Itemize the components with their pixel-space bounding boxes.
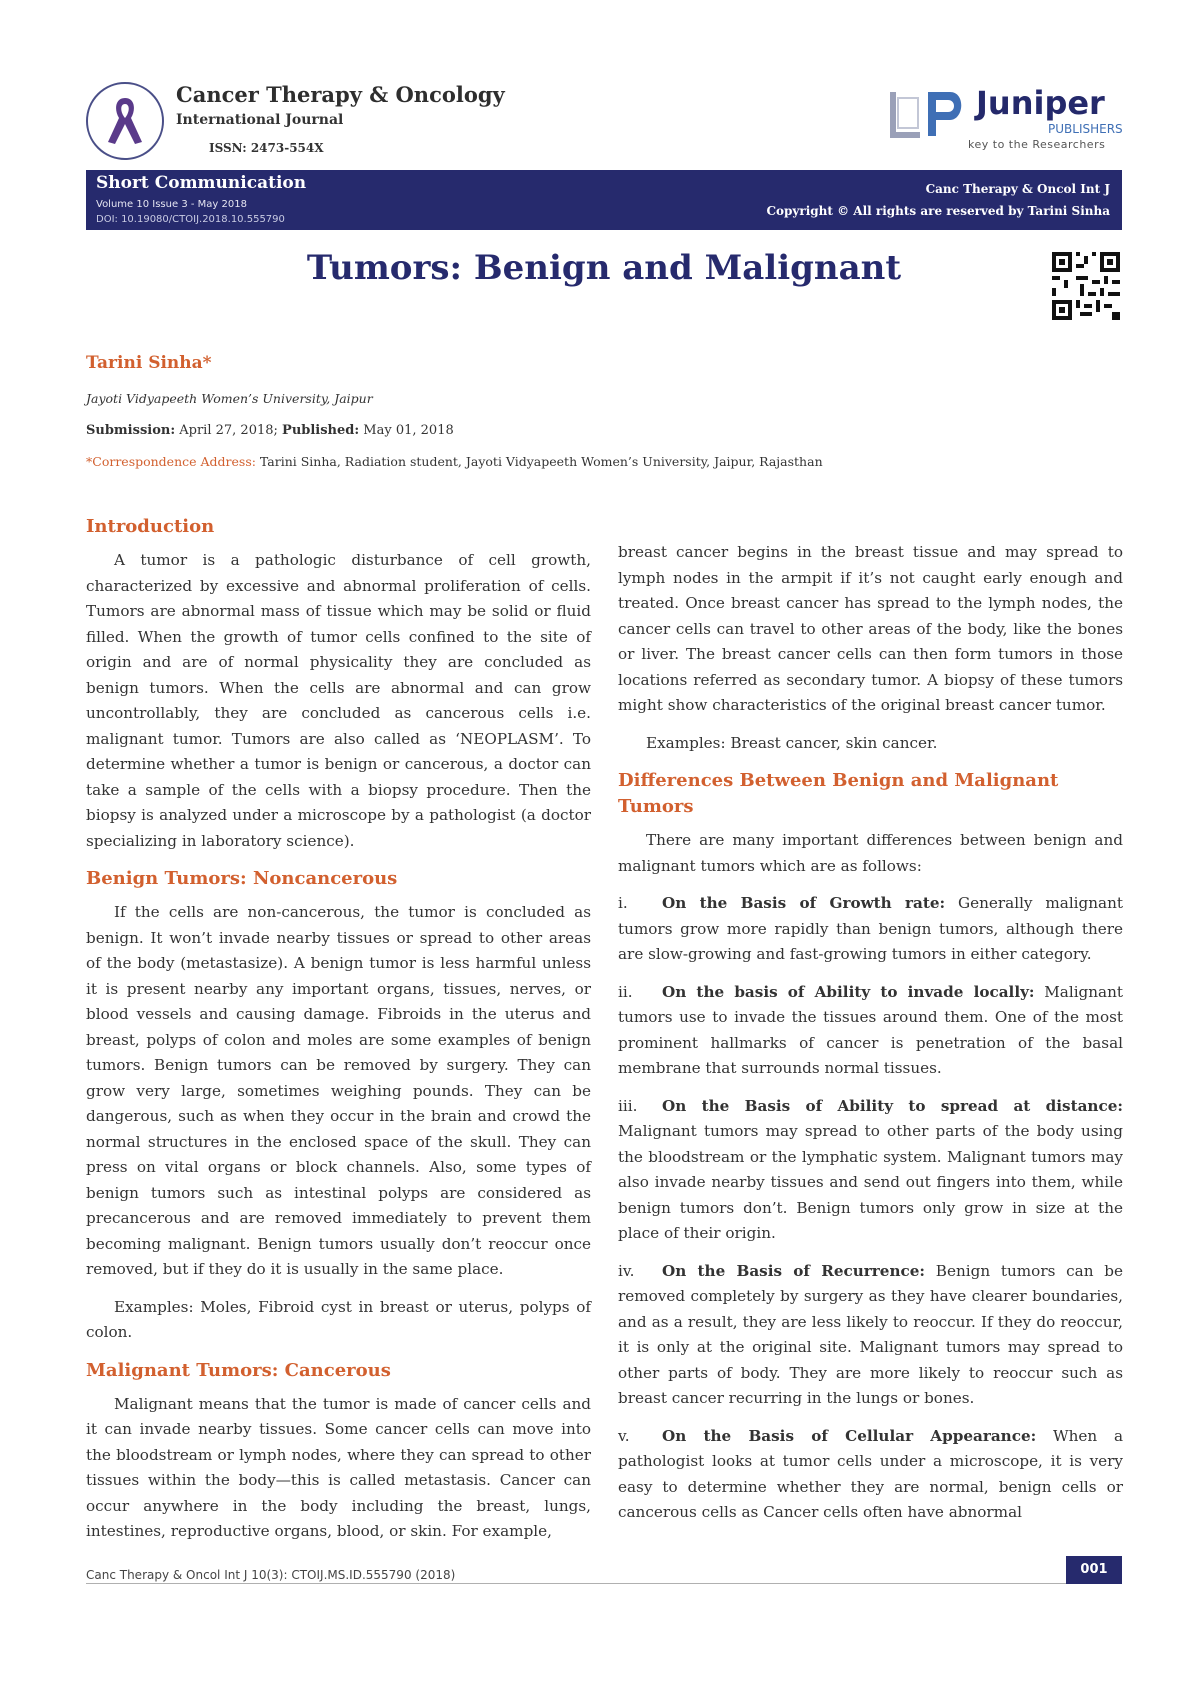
malignant-paragraph-continued: breast cancer begins in the breast tissue and may spread to lymph nodes in the armpit if it’s not caught early enough and treated. Once breast cancer has spread to the lymph nodes, the cancer cells can travel to other areas of the body, like the bones or liver. The breast cancer cells can then form tumors in those locations referred as secondary tumor. A biopsy of these tumors might show characteristics of the original breast cancer tumor. [618, 543, 1123, 714]
article-type: Short Communication [96, 173, 307, 193]
author-name: Tarini Sinha* [86, 353, 212, 373]
copyright: Copyright © All rights are reserved by Tarini Sinha [766, 204, 1110, 218]
differences-heading: Differences Between Benign and Malignant Tumors [618, 770, 1059, 817]
page-number: 001 [1066, 1556, 1122, 1584]
left-column [86, 514, 591, 1557]
malignant-paragraph: Malignant means that the tumor is made of cancer cells and it can invade nearby tissues. Some cancer cells can move into the bloodstream or lymph nodes, where they can spread to other tissues within the body—this is called metastasis. Cancer can occur anywhere in the body including the breast, lungs, intestines, reproductive organs, blood, or skin. For example, [86, 1394, 591, 1540]
article-dates [86, 423, 454, 438]
benign-examples: Examples: Moles, Fibroid cyst in breast or uterus, polyps of colon. [86, 1297, 591, 1341]
correspondence [86, 454, 823, 469]
difference-item: ii. On the basis of Ability to invade locally: Malignant tumors use to invade the tissues around them. One of the most prominent hallmarks of cancer is penetration of the basal membrane that surrounds normal tissues. [618, 982, 1123, 1077]
benign-heading: Benign Tumors: Noncancerous [86, 868, 398, 889]
issn: ISSN: 2473-554X [209, 141, 324, 155]
differences-intro: There are many important differences between benign and malignant tumors which are as follows: [618, 831, 1123, 875]
difference-item: i. On the Basis of Growth rate: Generally malignant tumors grow more rapidly than benign tumors, although there are slow-growing and fast-growing tumors in either category. [618, 894, 1123, 963]
affiliation: Jayoti Vidyapeeth Women’s University, Jaipur [86, 391, 373, 406]
publisher-name: Juniper [976, 84, 1105, 122]
submission-date: April 27, 2018; [175, 423, 283, 438]
right-column [618, 540, 1123, 1538]
correspondence-label: *Correspondence Address: [86, 454, 256, 469]
submission-label: Submission: [86, 423, 176, 438]
benign-paragraph: If the cells are non-cancerous, the tumor is concluded as benign. It won’t invade nearby tissues or spread to other areas of the body (metastasize). A benign tumor is less harmful unless it is present nearby any important organs, tissues, nerves, or blood vessels and causing damage. Fibroids in the uterus and breast, polyps of colon and moles are some examples of benign tumors. Benign tumors can be removed by surgery. They can grow very large, sometimes weighing pounds. They can be dangerous, such as when they occur in the brain and crowd the normal structures in the enclosed space of the skull. They can press on vital organs or block channels. Also, some types of benign tumors such as intestinal polyps are considered as precancerous and are removed immediately to prevent them becoming malignant. Benign tumors usually don’t reoccur once removed, but if they do it is usually in the same place. [86, 903, 591, 1278]
publisher-sub: PUBLISHERS [1048, 122, 1123, 136]
correspondence-text: Tarini Sinha, Radiation student, Jayoti Vidyapeeth Women’s University, Jaipur, Rajasthan [255, 454, 823, 469]
intro-heading: Introduction [86, 516, 215, 537]
journal-subtitle: International Journal [176, 112, 344, 128]
published-label: Published: [282, 423, 360, 438]
journal-abbrev: Canc Therapy & Oncol Int J [925, 182, 1110, 196]
article-title: Tumors: Benign and Malignant [306, 248, 902, 288]
publisher-tagline: key to the Researchers [968, 138, 1106, 151]
malignant-heading: Malignant Tumors: Cancerous [86, 1359, 391, 1381]
footer-divider [86, 1583, 1122, 1584]
doi: DOI: 10.19080/CTOIJ.2018.10.555790 [96, 214, 285, 225]
journal-title: Cancer Therapy & Oncology [176, 82, 505, 107]
published-date: May 01, 2018 [359, 423, 454, 438]
ribbon-icon [88, 84, 162, 158]
difference-item: iii. On the Basis of Ability to spread at distance: Malignant tumors may spread to other parts of the body using the bloodstream or the lymphatic system. Malignant tumors may also invade nearby tissues and send out fingers into them, while benign tumors don’t. Benign tumors only grow in size at the place of their origin. [618, 1096, 1123, 1242]
volume-issue: Volume 10 Issue 3 - May 2018 [96, 199, 247, 210]
intro-paragraph: A tumor is a pathologic disturbance of cell growth, characterized by excessive and abnormal proliferation of cells. Tumors are abnormal mass of tissue which may be solid or fluid filled. When the growth of tumor cells confined to the site of origin and are of normal physicality they are concluded as benign tumors. When the cells are abnormal and can grow uncontrollably, they are concluded as cancerous cells i.e. malignant tumor. Tumors are also called as ‘NEOPLASM’. To determine whether a tumor is benign or cancerous, a doctor can take a sample of the cells with a biopsy procedure. Then the biopsy is analyzed under a microscope by a pathologist (a doctor specializing in laboratory science). [86, 551, 591, 850]
qr-code-icon [1050, 250, 1122, 322]
malignant-examples: Examples: Breast cancer, skin cancer. [646, 733, 938, 752]
difference-item: v. On the Basis of Cellular Appearance: When a pathologist looks at tumor cells under a microscope, it is very easy to determine whether they are normal, benign cells or cancerous cells as Cancer cells often have abnormal [618, 1426, 1123, 1521]
journal-logo [86, 82, 164, 160]
footer-citation: Canc Therapy & Oncol Int J 10(3): CTOIJ.MS.ID.555790 (2018) [86, 1568, 456, 1582]
difference-item: iv. On the Basis of Recurrence: Benign tumors can be removed completely by surgery as they have clearer boundaries, and as a result, they are less likely to reoccur. If they do reoccur, it is only at the original site. Malignant tumors may spread to other parts of body. They are more likely to reoccur such as breast cancer recurring in the lungs or bones. [618, 1261, 1124, 1407]
